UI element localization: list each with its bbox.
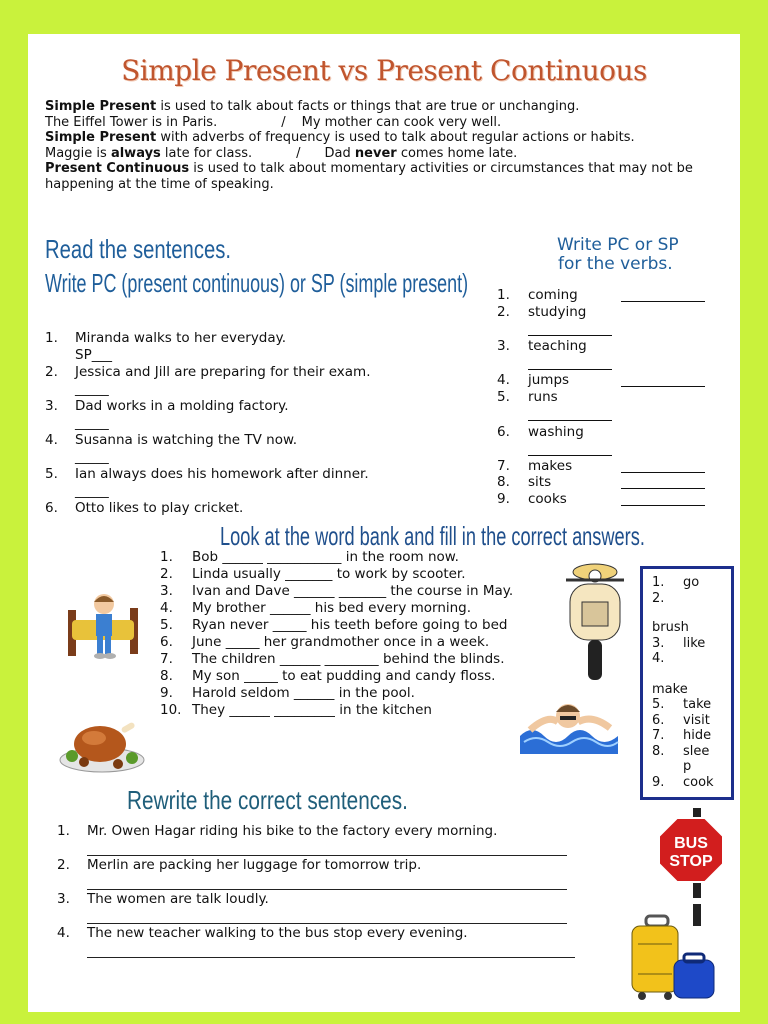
item-number: 5. (652, 697, 665, 712)
item-number: 1. (652, 575, 665, 590)
answer-field[interactable]: SP___ (75, 347, 112, 363)
section1-list (45, 330, 485, 530)
item-number: 3. (652, 635, 665, 651)
scooter-illustration (560, 562, 630, 686)
intro-text: is used to talk about momentary activities or circumstances that may not be happening at the time of speaking. (45, 161, 693, 192)
item-number: 3. (57, 891, 70, 907)
answer-field[interactable]: _____ (75, 415, 109, 431)
answer-line[interactable] (87, 855, 567, 856)
section3-list (160, 549, 560, 724)
verb-text: studying (528, 304, 587, 320)
intro-term: Simple Present (45, 99, 157, 114)
word-bank-box (640, 566, 734, 800)
section2-heading-2: for the verbs. (558, 254, 673, 274)
answer-blank[interactable] (621, 289, 705, 302)
item-number: 3. (45, 398, 58, 414)
item-text: Ian always does his homework after dinner. (75, 466, 369, 482)
item-text: They ______ _________ in the kitchen (192, 702, 432, 718)
bus-sign-line2: STOP (669, 853, 713, 870)
item-number: 6. (652, 712, 665, 728)
intro-text: with adverbs of frequency is used to talk about regular actions or habits. (156, 130, 635, 145)
example-emphasis: never (354, 145, 397, 161)
answer-blank[interactable] (621, 476, 705, 489)
item-text: Jessica and Jill are preparing for their exam. (75, 364, 371, 380)
item-number: 10. (160, 702, 182, 718)
item-number: 7. (497, 458, 510, 474)
item-text: Miranda walks to her everyday. (75, 330, 287, 346)
item-number: 4. (57, 925, 70, 941)
word-bank-word: go (683, 575, 700, 590)
word-bank-list (652, 575, 714, 790)
item-number: 6. (497, 424, 510, 440)
item-text: The children ______ ________ behind the blinds. (192, 651, 505, 667)
answer-field[interactable]: _____ (75, 449, 109, 465)
item-number: 5. (45, 466, 58, 482)
word-bank-word: slee (683, 743, 710, 759)
item-number: 6. (160, 634, 173, 650)
verb-text: jumps (528, 372, 570, 388)
item-text: Susanna is watching the TV now. (75, 432, 298, 448)
item-number: 1. (57, 823, 70, 839)
answer-blank[interactable] (621, 493, 705, 506)
item-text: The women are talk loudly. (87, 891, 269, 907)
page-title: Simple Present vs Present Continuous (121, 54, 647, 87)
section1-heading-1: Read the sentences. (45, 234, 232, 264)
item-number: 2. (160, 566, 173, 582)
item-number: 7. (160, 651, 173, 667)
separator: / (296, 145, 301, 161)
answer-field[interactable]: _____ (75, 483, 109, 499)
answer-blank[interactable] (528, 357, 612, 370)
intro-paragraph (45, 99, 725, 192)
item-text: Merlin are packing her luggage for tomorrow trip. (87, 857, 422, 873)
example-text: Maggie is (45, 145, 111, 161)
item-number: 4. (497, 372, 510, 388)
word-bank-word: hide (683, 728, 712, 743)
item-number: 4. (160, 600, 173, 616)
item-number: 3. (160, 583, 173, 599)
item-text: Linda usually _______ to work by scooter. (192, 566, 466, 582)
item-text: Ivan and Dave ______ _______ the course in May. (192, 583, 514, 599)
item-number: 6. (45, 500, 58, 516)
word-bank-word: like (683, 635, 706, 651)
answer-line[interactable] (87, 923, 567, 924)
verb-text: runs (528, 389, 558, 405)
example-text: comes home late. (396, 145, 518, 161)
answer-blank[interactable] (528, 443, 612, 456)
item-number: 5. (497, 389, 510, 405)
item-number: 2. (45, 364, 58, 380)
luggage-illustration (628, 914, 720, 1006)
item-text: Harold seldom ______ in the pool. (192, 685, 415, 701)
answer-line[interactable] (87, 889, 567, 890)
item-number: 2. (652, 590, 665, 606)
item-text: Mr. Owen Hagar riding his bike to the factory every morning. (87, 823, 498, 839)
example-text: The Eiffel Tower is in Paris. (45, 114, 218, 130)
answer-blank[interactable] (528, 408, 612, 421)
answer-field[interactable]: _____ (75, 381, 109, 397)
item-number: 7. (652, 728, 665, 743)
intro-term: Present Continuous (45, 161, 190, 176)
item-text: Bob ______ ___________ in the room now. (192, 549, 459, 565)
item-number: 8. (497, 474, 510, 490)
verb-text: washing (528, 424, 584, 440)
bus-stop-sign-illustration (655, 808, 727, 926)
example-text: Dad (324, 145, 355, 161)
answer-blank[interactable] (528, 323, 612, 336)
answer-blank[interactable] (621, 374, 705, 387)
roast-turkey-illustration (56, 706, 148, 776)
word-bank-word: take (683, 697, 712, 712)
item-number: 3. (497, 338, 510, 354)
item-text: My brother ______ his bed every morning. (192, 600, 472, 616)
item-number: 4. (45, 432, 58, 448)
section2-heading (557, 236, 679, 274)
item-text: The new teacher walking to the bus stop every evening. (87, 925, 468, 941)
word-bank-word: p (683, 759, 692, 774)
section2-list (497, 287, 727, 517)
answer-blank[interactable] (621, 460, 705, 473)
example-emphasis: always (110, 145, 161, 161)
child-making-bed-illustration (64, 590, 154, 662)
item-number: 1. (45, 330, 58, 346)
item-text: Dad works in a molding factory. (75, 398, 289, 414)
item-text: June _____ her grandmother once in a week. (192, 634, 490, 650)
verb-text: teaching (528, 338, 587, 354)
item-number: 5. (160, 617, 173, 633)
item-number: 9. (652, 774, 665, 790)
item-number: 9. (160, 685, 173, 701)
intro-term: Simple Present (45, 130, 157, 145)
item-number: 2. (497, 304, 510, 320)
section2-heading-1: Write PC or SP (557, 235, 679, 255)
word-bank-word: visit (683, 712, 710, 728)
example-text: My mother can cook very well. (301, 114, 502, 130)
example-text: late for class. (160, 145, 253, 161)
item-number: 1. (497, 287, 510, 303)
item-number: 2. (57, 857, 70, 873)
answer-line[interactable] (87, 957, 575, 958)
word-bank-word: brush (652, 620, 689, 635)
section4-list (57, 823, 587, 963)
bus-sign-line1: BUS (674, 835, 708, 852)
section4-heading: Rewrite the correct sentences. (127, 785, 408, 815)
intro-text: is used to talk about facts or things that are true or unchanging. (156, 99, 580, 114)
section1-heading-2: Write PC (present continuous) or SP (simple present) (45, 268, 469, 298)
verb-text: sits (528, 474, 552, 490)
section3-heading: Look at the word bank and fill in the correct answers. (220, 521, 645, 551)
item-text: Otto likes to play cricket. (75, 500, 244, 516)
item-number: 1. (160, 549, 173, 565)
word-bank-word: make (652, 681, 688, 697)
verb-text: coming (528, 287, 578, 303)
swimmer-illustration (518, 694, 622, 756)
word-bank-word: cook (683, 774, 714, 790)
item-number: 8. (652, 743, 665, 759)
separator: / (281, 114, 286, 130)
verb-text: cooks (528, 491, 567, 507)
item-number: 9. (497, 491, 510, 507)
item-text: My son _____ to eat pudding and candy floss. (192, 668, 496, 684)
item-text: Ryan never _____ his teeth before going to bed (192, 617, 508, 633)
verb-text: makes (528, 458, 573, 474)
item-number: 4. (652, 651, 665, 666)
item-number: 8. (160, 668, 173, 684)
